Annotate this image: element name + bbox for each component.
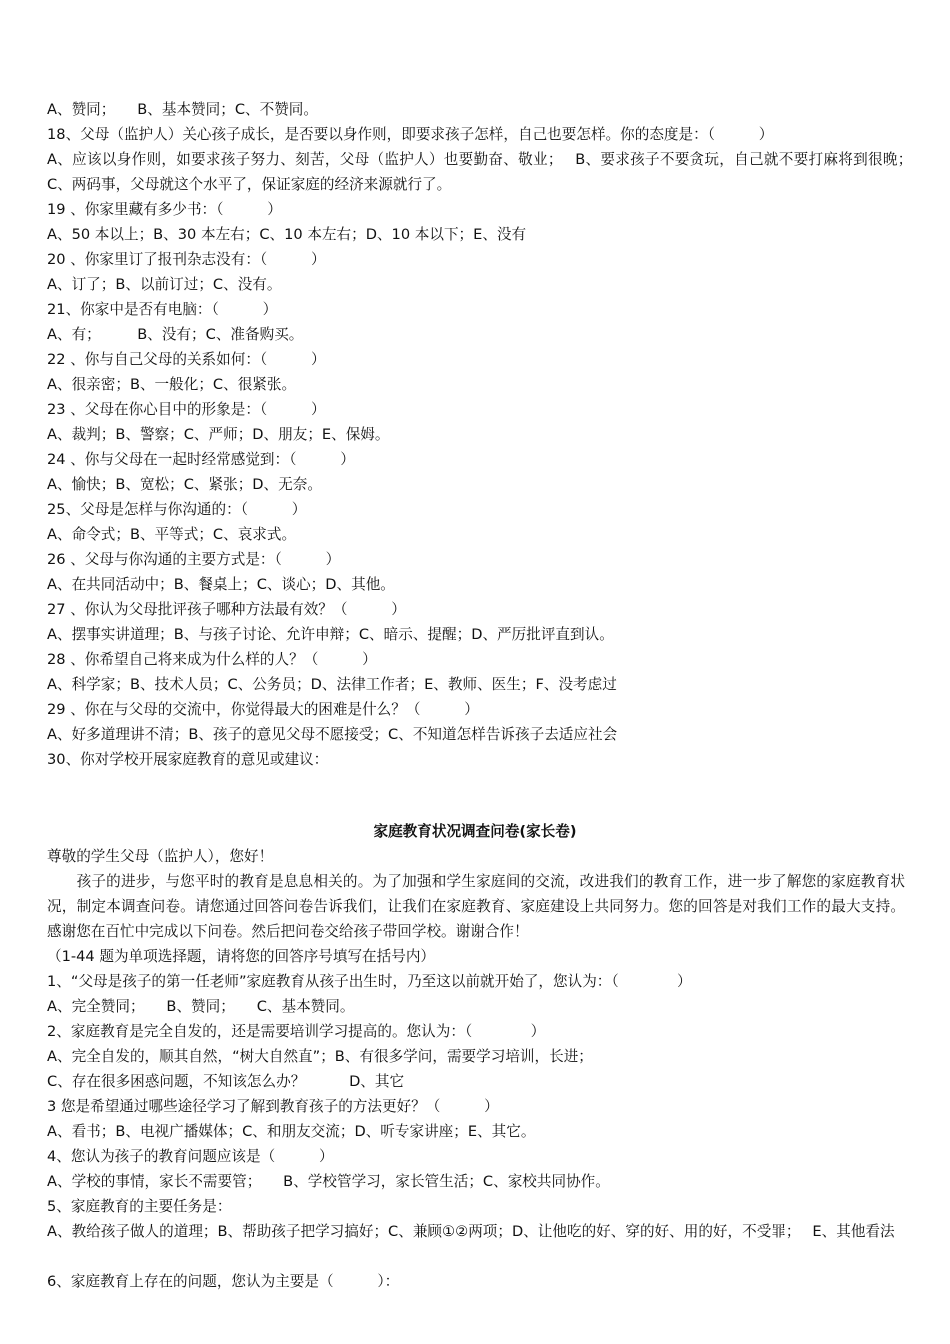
parent-question-6: 6、家庭教育上存在的问题，您认为主要是（ ）： [47, 1273, 400, 1290]
parent-question-3-options: A、看书；B、电视广播媒体；C、和朋友交流；D、听专家讲座；E、其它。 [47, 1123, 536, 1140]
text-line: A、赞同； B、基本赞同；C、不赞同。 [47, 101, 318, 118]
question-21: 21、你家中是否有电脑：（ ） [47, 301, 278, 318]
parent-question-3: 3 您是希望通过哪些途径学习了解到教育孩子的方法更好？（ ） [47, 1098, 499, 1115]
question-24: 24 、你与父母在一起时经常感觉到：（ ） [47, 451, 355, 468]
question-21-options: A、有； B、没有；C、准备购买。 [47, 326, 304, 343]
question-19-options: A、50 本以上；B、30 本左右；C、10 本左右；D、10 本以下；E、没有 [47, 226, 527, 243]
parent-question-2: 2、家庭教育是完全自发的，还是需要培训学习提高的。您认为：（ ） [47, 1023, 546, 1040]
question-28-options: A、科学家；B、技术人员；C、公务员；D、法律工作者；E、教师、医生；F、没考虑过 [47, 676, 617, 693]
intro-paragraph: 孩子的进步，与您平时的教育是息息相关的。为了加强和学生家庭间的交流，改进我们的教育工作，进一步了解您的家庭教育状况，制定本调查问卷。请您通过回答问卷告诉我们，让我们在家庭教育、家庭建设上共同努力。您的回答是对我们工作的最大支持。感谢您在百忙中完成以下问卷。然后把问卷交给孩子带回学校。谢谢合作！ [47, 873, 905, 940]
question-19: 19 、你家里藏有多少书：（ ） [47, 201, 282, 218]
page-title: 家庭教育状况调查问卷(家长卷) [373, 823, 577, 840]
question-23-options: A、裁判；B、警察；C、严师；D、朋友；E、保姆。 [47, 426, 390, 443]
question-30: 30、你对学校开展家庭教育的意见或建议： [47, 751, 329, 768]
parent-question-2-options-cont: C、存在很多困惑问题，不知该怎么办？ D、其它 [47, 1073, 405, 1090]
greeting: 尊敬的学生父母（监护人），您好！ [47, 848, 274, 865]
parent-question-5: 5、家庭教育的主要任务是： [47, 1198, 232, 1215]
question-29: 29 、你在与父母的交流中，你觉得最大的困难是什么？（ ） [47, 701, 479, 718]
instruction-note: （1-44 题为单项选择题，请将您的回答序号填写在括号内） [47, 948, 436, 965]
question-26-options: A、在共同活动中；B、餐桌上；C、谈心；D、其他。 [47, 576, 395, 593]
question-22: 22 、你与自己父母的关系如何：（ ） [47, 351, 326, 368]
question-18: 18、父母（监护人）关心孩子成长，是否要以身作则，即要求孩子怎样，自己也要怎样。你的态度是：（ ） [47, 126, 774, 143]
question-26: 26 、父母与你沟通的主要方式是：（ ） [47, 551, 341, 568]
parent-question-1: 1、“父母是孩子的第一任老师”家庭教育从孩子出生时，乃至这以前就开始了，您认为：（ ） [47, 973, 692, 990]
question-18-options: A、应该以身作则，如要求孩子努力、刻苦，父母（监护人）也要勤奋、敬业； B、要求孩子不要贪玩，自己就不要打麻将到很晚； C、两码事，父母就这个水平了，保证家庭的经济来源就行了。 [47, 151, 925, 193]
question-28: 28 、你希望自己将来成为什么样的人？（ ） [47, 651, 377, 668]
question-25: 25、父母是怎样与你沟通的：（ ） [47, 501, 307, 518]
parent-question-2-options: A、完全自发的，顺其自然，“树大自然直”；B、有很多学问，需要学习培训，长进； [47, 1048, 593, 1065]
question-25-options: A、命令式；B、平等式；C、哀求式。 [47, 526, 297, 543]
parent-question-4: 4、您认为孩子的教育问题应该是（ ） [47, 1148, 334, 1165]
question-22-options: A、很亲密；B、一般化；C、很紧张。 [47, 376, 297, 393]
question-27-options: A、摆事实讲道理；B、与孩子讨论、允许申辩；C、暗示、提醒；D、严厉批评直到认。 [47, 626, 614, 643]
question-23: 23 、父母在你心目中的形象是：（ ） [47, 401, 326, 418]
question-20-options: A、订了；B、以前订过；C、没有。 [47, 276, 282, 293]
parent-question-4-options: A、学校的事情，家长不需要管； B、学校管学习，家长管生活；C、家校共同协作。 [47, 1173, 610, 1190]
question-20: 20 、你家里订了报刊杂志没有：（ ） [47, 251, 326, 268]
question-27: 27 、你认为父母批评孩子哪种方法最有效？（ ） [47, 601, 406, 618]
question-24-options: A、愉快；B、宽松；C、紧张；D、无奈。 [47, 476, 322, 493]
question-29-options: A、好多道理讲不清；B、孩子的意见父母不愿接受；C、不知道怎样告诉孩子去适应社会 [47, 726, 618, 743]
parent-question-5-options: A、教给孩子做人的道理；B、帮助孩子把学习搞好；C、兼顾①②两项；D、让他吃的好、穿的好、用的好，不受罪； E、其他看法 [47, 1223, 895, 1240]
parent-question-1-options: A、完全赞同； B、赞同； C、基本赞同。 [47, 998, 355, 1015]
